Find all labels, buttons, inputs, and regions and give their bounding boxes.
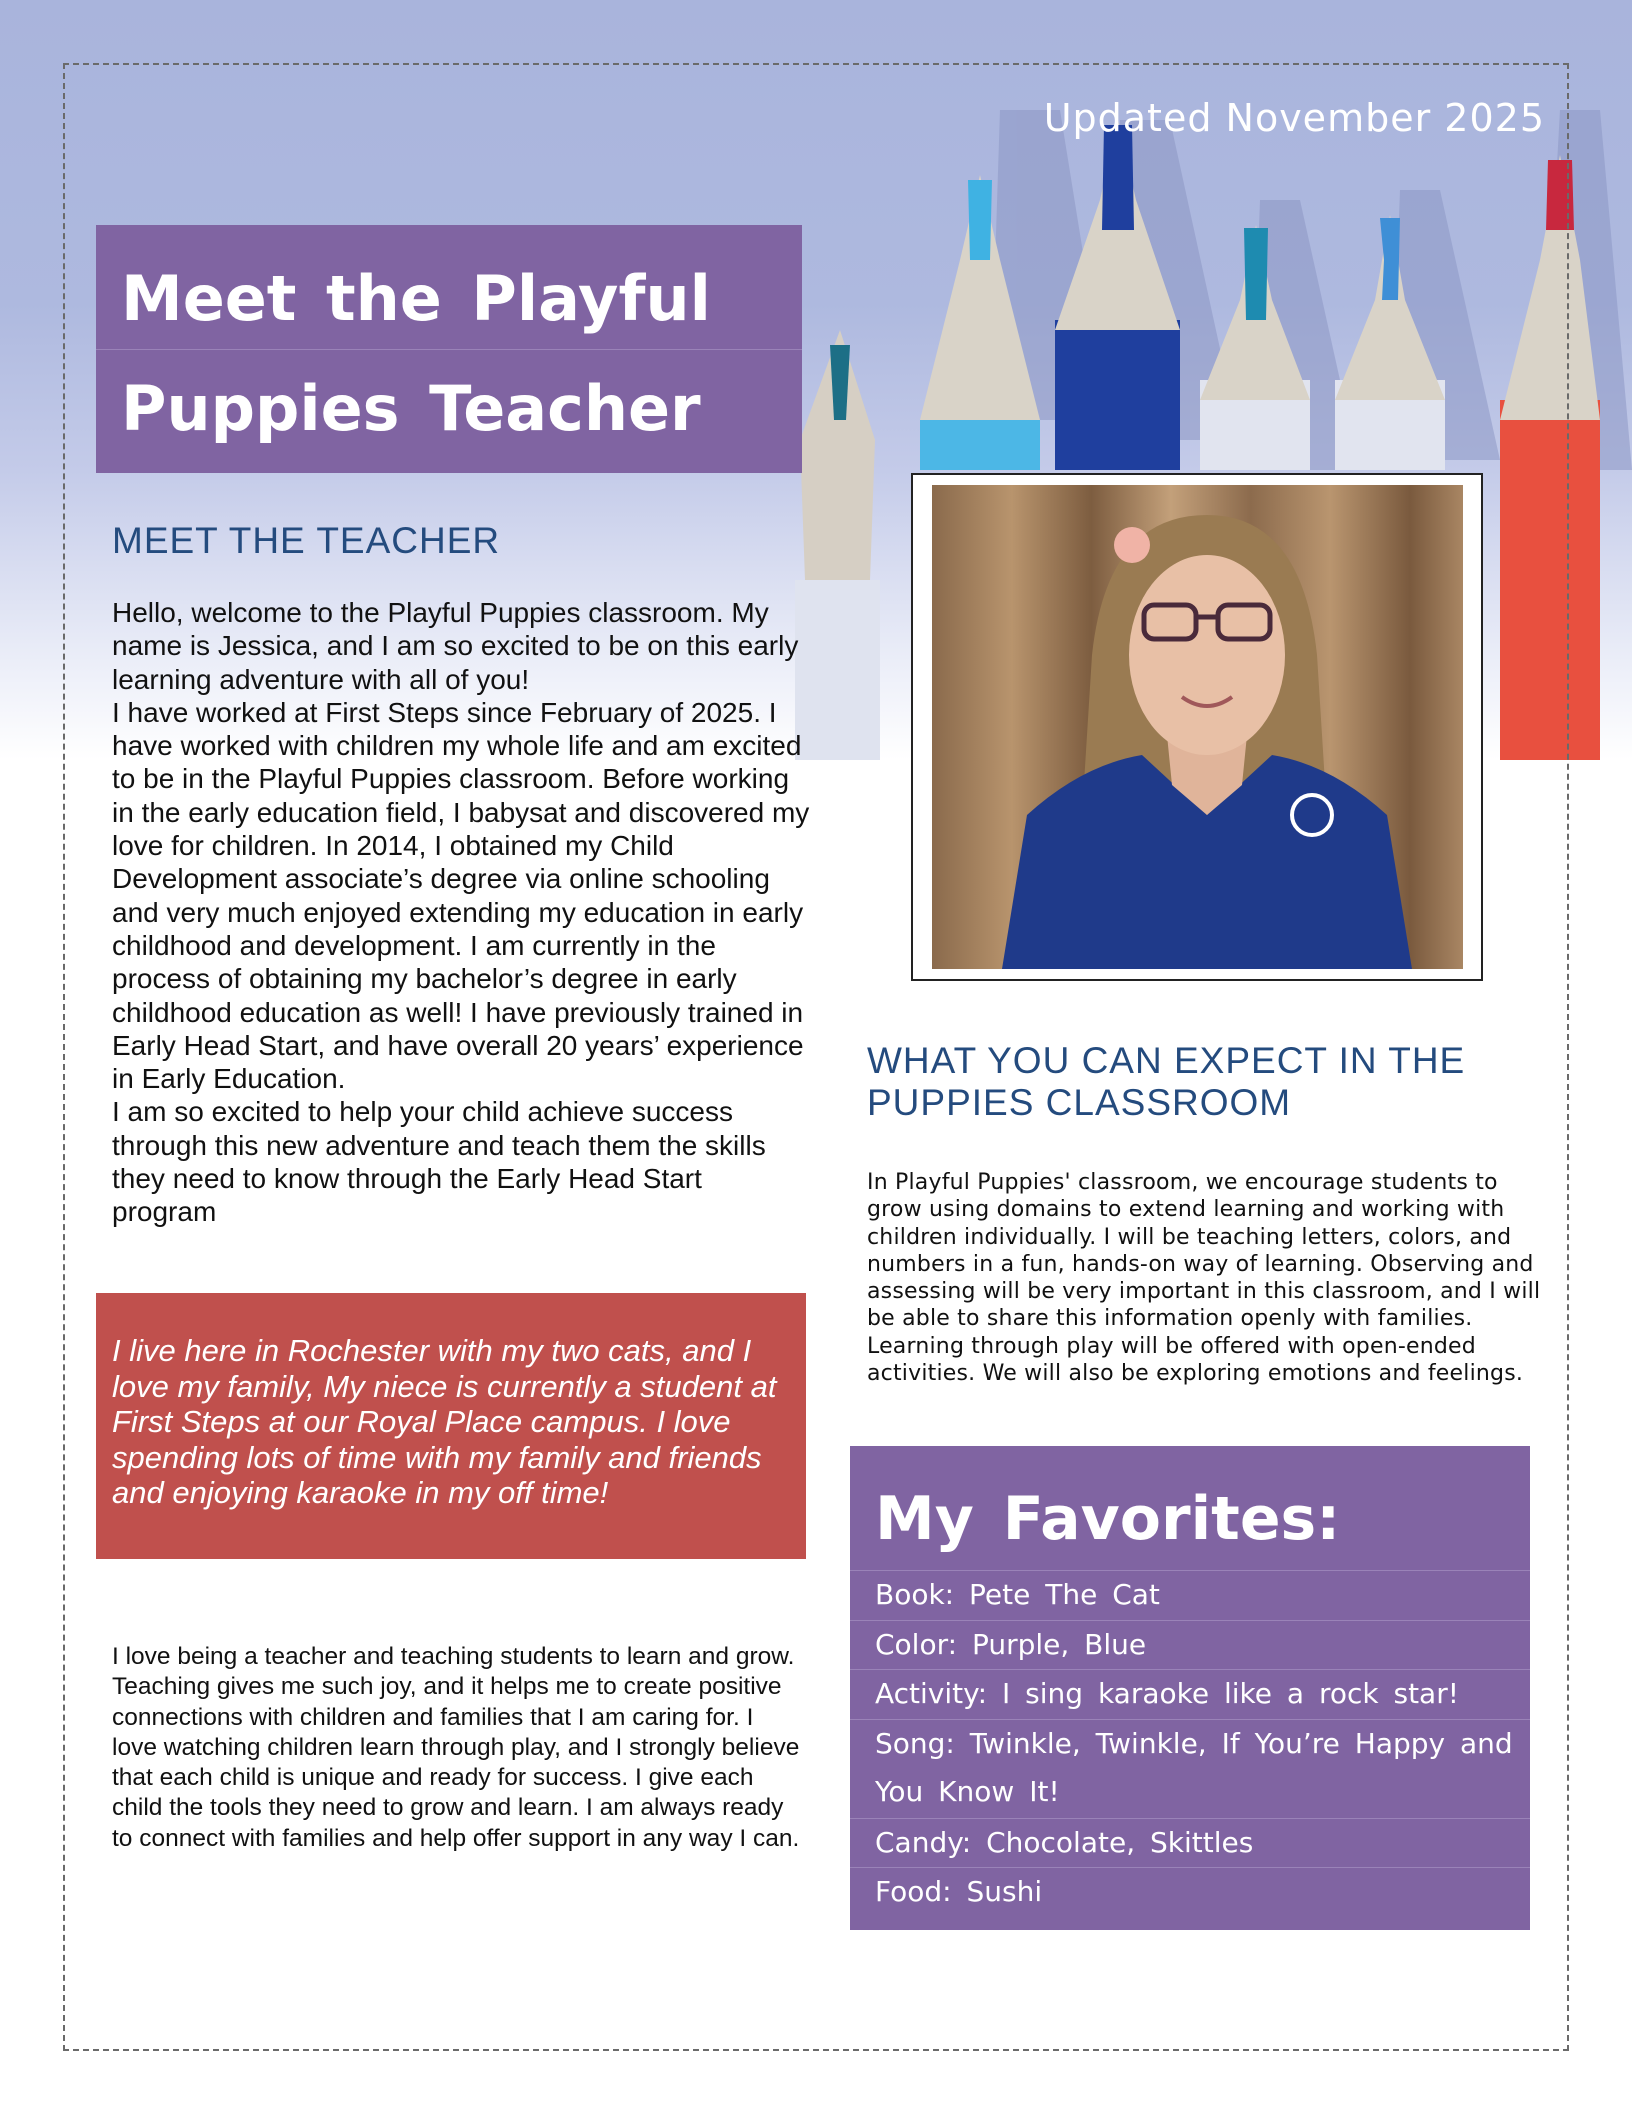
expect-body: In Playful Puppies' classroom, we encourage students to grow using domains to extend learning and working with children individually. I will be teaching letters, colors, and numbers in a fun, hands-on way of learning. Observing and assessing will be very important in this classroom, and I will be able to share this information openly with families. Learning through play will be offered with open-ended activities. We will also be exploring emotions and feelings.: [867, 1170, 1541, 1387]
teacher-photo: [932, 485, 1463, 969]
updated-date: Updated November 2025: [1043, 96, 1545, 140]
personal-quote-box: [96, 1293, 806, 1559]
title-divider: [96, 349, 802, 350]
intro-paragraph: I am so excited to help your child achieve success through this new adventure and teach them the skills they need to know through the Early Head Start program: [112, 1096, 766, 1228]
teacher-intro: [112, 596, 812, 1229]
favorites-list: [850, 1570, 1530, 1917]
meet-teacher-heading: MEET THE TEACHER: [112, 520, 501, 561]
favorites-box: [850, 1446, 1530, 1930]
title-line-1: Meet the Playful: [121, 262, 711, 335]
teacher-photo-frame: [911, 473, 1483, 981]
intro-paragraph: I have worked at First Steps since February of 2025. I have worked with children my whole life and am excited to be in the Playful Puppies classroom. Before working in the early education field, I babysat and discovered my love for children. In 2014, I obtained my Child Development associate’s degree via online schooling and very much enjoyed extending my education in early childhood and development. I am currently in the process of obtaining my bachelor’s degree in early childhood education as well! I have previously trained in Early Head Start, and have overall 20 years’ experience in Early Education.: [112, 696, 810, 1095]
favorite-item: Candy: Chocolate, Skittles: [850, 1818, 1530, 1868]
title-line-2: Puppies Teacher: [121, 372, 701, 445]
favorite-item: Color: Purple, Blue: [850, 1620, 1530, 1670]
expect-heading: WHAT YOU CAN EXPECT IN THE PUPPIES CLASSROOM: [867, 1040, 1466, 1123]
title-banner: [96, 225, 802, 473]
intro-paragraph: Hello, welcome to the Playful Puppies classroom. My name is Jessica, and I am so excited to be on this early learning adventure with all of you!: [112, 597, 799, 695]
favorite-item: Book: Pete The Cat: [850, 1570, 1530, 1620]
favorite-item: Activity: I sing karaoke like a rock star!: [850, 1669, 1530, 1719]
closing-paragraph: I love being a teacher and teaching students to learn and grow. Teaching gives me such joy, and it helps me to create positive connections with children and families that I am caring for. I love watching children learn through play, and I strongly believe that each child is unique and ready for success. I give each child the tools they need to grow and learn. I am always ready to connect with families and help offer support in any way I can.: [112, 1643, 800, 1852]
favorites-title: My Favorites:: [875, 1484, 1341, 1554]
favorite-item: Song: Twinkle, Twinkle, If You’re Happy and You Know It!: [850, 1719, 1530, 1818]
favorite-item: Food: Sushi: [850, 1867, 1530, 1917]
personal-quote-text: I live here in Rochester with my two cats, and I love my family, My niece is currently a student at First Steps at our Royal Place campus. I love spending lots of time with my family and friends and enjoying karaoke in my off time!: [112, 1333, 777, 1510]
